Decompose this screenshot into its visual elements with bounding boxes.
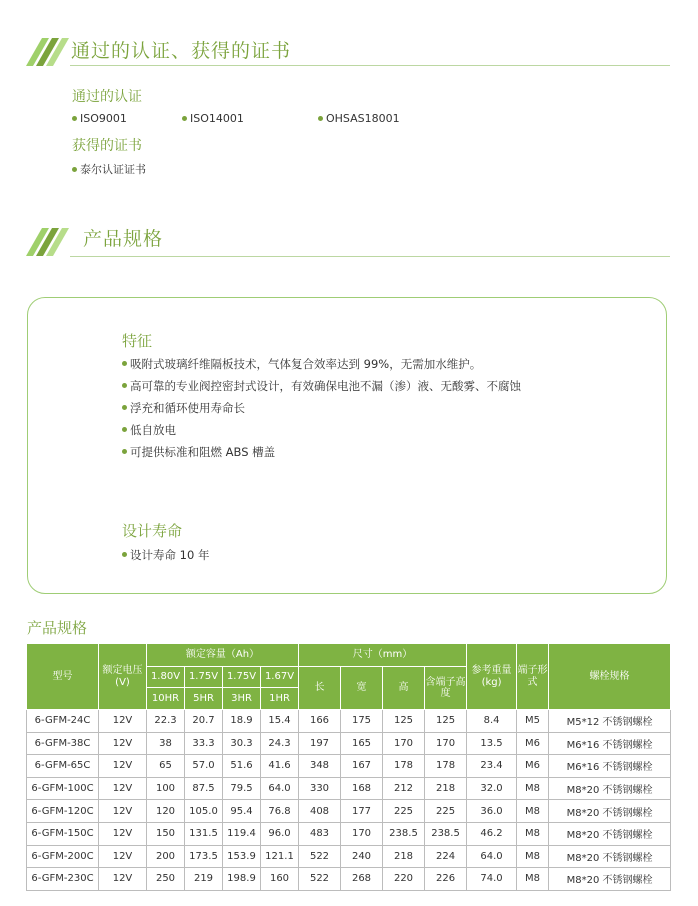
header-width: 宽 [341,667,383,710]
bullet-icon [122,361,127,366]
table-row [27,777,671,800]
header-cap-rate: 5HR [185,688,223,710]
table-cell: 13.5 [467,732,517,755]
table-cell: 240 [341,845,383,868]
table-cell: 12V [99,732,147,755]
table-cell: 160 [261,868,299,891]
table-cell: 74.0 [467,868,517,891]
table-cell: M8*20 不锈钢螺栓 [549,800,671,823]
awards-subtitle: 获得的证书 [72,138,142,154]
table-cell: 225 [425,800,467,823]
cert-item: ISO14001 [182,112,244,125]
feature-item: 高可靠的专业阀控密封式设计，有效确保电池不漏（渗）液、无酸雾、不腐蚀 [122,378,521,394]
table-row [27,732,671,755]
table-cell: 166 [299,710,341,733]
table-cell: 250 [147,868,185,891]
table-cell: 348 [299,755,341,778]
table-cell: 76.8 [261,800,299,823]
feature-item: 可提供标准和阻燃 ABS 槽盖 [122,444,275,460]
table-cell: 120 [147,800,185,823]
award-item: 泰尔认证证书 [72,161,146,177]
table-cell: M8 [517,800,549,823]
table-cell: 125 [383,710,425,733]
table-cell: 20.7 [185,710,223,733]
table-cell: 408 [299,800,341,823]
table-cell: 522 [299,868,341,891]
bullet-icon [122,405,127,410]
header-bolt: 螺栓规格 [549,644,671,710]
header-height: 高 [383,667,425,710]
table-cell: 12V [99,777,147,800]
feature-item: 浮充和循环使用寿命长 [122,400,245,416]
table-cell: 105.0 [185,800,223,823]
table-cell: M6*16 不锈钢螺栓 [549,755,671,778]
table-row [27,868,671,891]
table-cell: 87.5 [185,777,223,800]
table-cell: 178 [425,755,467,778]
table-cell: M5*12 不锈钢螺栓 [549,710,671,733]
table-cell: 177 [341,800,383,823]
table-cell: 23.4 [467,755,517,778]
table-cell: 64.0 [261,777,299,800]
table-cell: 483 [299,822,341,845]
table-cell: M6*16 不锈钢螺栓 [549,732,671,755]
table-cell: 170 [341,822,383,845]
header-cap-rate: 3HR [223,688,261,710]
green-stripes-icon [26,220,74,256]
design-life-item: 设计寿命 10 年 [122,547,209,563]
table-cell: 197 [299,732,341,755]
table-cell: M8 [517,868,549,891]
table-cell: 96.0 [261,822,299,845]
table-cell: 170 [383,732,425,755]
table-cell: M8*20 不锈钢螺栓 [549,822,671,845]
table-cell: 6-GFM-120C [27,800,99,823]
header-cap-rate: 1HR [261,688,299,710]
table-cell: 238.5 [425,822,467,845]
header-cap-rate: 10HR [147,688,185,710]
table-cell: 6-GFM-65C [27,755,99,778]
table-cell: 219 [185,868,223,891]
table-cell: 6-GFM-200C [27,845,99,868]
header-capacity: 额定容量（Ah） [147,644,299,667]
header-weight: 参考重量(kg) [467,644,517,710]
table-cell: 6-GFM-150C [27,822,99,845]
header-cap-volt: 1.75V [185,667,223,688]
table-cell: 168 [341,777,383,800]
table-cell: M8 [517,777,549,800]
table-cell: 15.4 [261,710,299,733]
table-cell: 178 [383,755,425,778]
table-cell: 95.4 [223,800,261,823]
table-cell: 18.9 [223,710,261,733]
table-cell: 225 [383,800,425,823]
table-cell: 198.9 [223,868,261,891]
header-terminal: 端子形式 [517,644,549,710]
bullet-icon [122,427,127,432]
table-row [27,845,671,868]
table-cell: 12V [99,845,147,868]
features-panel [27,297,667,594]
table-cell: 238.5 [383,822,425,845]
table-cell: 153.9 [223,845,261,868]
table-cell: 6-GFM-230C [27,868,99,891]
cert-item: ISO9001 [72,112,127,125]
table-cell: 200 [147,845,185,868]
table-cell: 522 [299,845,341,868]
table-cell: 212 [383,777,425,800]
table-cell: M8*20 不锈钢螺栓 [549,868,671,891]
table-cell: 167 [341,755,383,778]
bullet-icon [72,167,77,172]
table-cell: 36.0 [467,800,517,823]
section-header-specs [26,220,670,260]
table-cell: 12V [99,800,147,823]
table-cell: 100 [147,777,185,800]
divider [70,256,670,257]
table-cell: 12V [99,822,147,845]
table-cell: M8*20 不锈钢螺栓 [549,845,671,868]
table-cell: 224 [425,845,467,868]
bullet-icon [182,116,187,121]
header-cap-volt: 1.67V [261,667,299,688]
table-cell: 51.6 [223,755,261,778]
table-cell: 170 [425,732,467,755]
table-row [27,710,671,733]
table-cell: 46.2 [467,822,517,845]
table-row [27,800,671,823]
table-cell: 150 [147,822,185,845]
table-cell: 8.4 [467,710,517,733]
table-cell: 165 [341,732,383,755]
features-title: 特征 [122,332,153,350]
spec-table [26,643,671,891]
table-cell: M8 [517,845,549,868]
table-cell: M8*20 不锈钢螺栓 [549,777,671,800]
table-cell: M6 [517,732,549,755]
certs-subtitle: 通过的认证 [72,89,142,105]
cert-item: OHSAS18001 [318,112,400,125]
header-cap-volt: 1.75V [223,667,261,688]
table-cell: 41.6 [261,755,299,778]
section-title-certifications: 通过的认证、获得的证书 [71,40,292,62]
table-cell: 38 [147,732,185,755]
table-cell: 32.0 [467,777,517,800]
header-model: 型号 [27,644,99,710]
bullet-icon [318,116,323,121]
table-cell: 12V [99,755,147,778]
table-cell: M8 [517,822,549,845]
table-cell: 6-GFM-24C [27,710,99,733]
table-cell: 57.0 [185,755,223,778]
table-cell: 268 [341,868,383,891]
table-cell: 121.1 [261,845,299,868]
table-cell: 65 [147,755,185,778]
bullet-icon [122,383,127,388]
table-cell: 218 [425,777,467,800]
section-title-specs: 产品规格 [83,228,164,250]
header-length: 长 [299,667,341,710]
table-cell: 175 [341,710,383,733]
table-cell: 226 [425,868,467,891]
table-body [27,710,671,891]
bullet-icon [72,116,77,121]
table-cell: 22.3 [147,710,185,733]
table-cell: 33.3 [185,732,223,755]
table-cell: 12V [99,868,147,891]
table-cell: 131.5 [185,822,223,845]
table-cell: 119.4 [223,822,261,845]
table-cell: 173.5 [185,845,223,868]
table-cell: 64.0 [467,845,517,868]
table-cell: 6-GFM-100C [27,777,99,800]
table-cell: M6 [517,755,549,778]
header-size: 尺寸（mm） [299,644,467,667]
section-header-certifications [26,30,670,70]
table-row [27,755,671,778]
bullet-icon [122,552,127,557]
table-cell: 6-GFM-38C [27,732,99,755]
header-cap-volt: 1.80V [147,667,185,688]
design-life-title: 设计寿命 [122,522,183,540]
table-cell: 79.5 [223,777,261,800]
table-cell: 220 [383,868,425,891]
table-title: 产品规格 [27,619,88,637]
table-cell: 125 [425,710,467,733]
feature-item: 吸附式玻璃纤维隔板技术，气体复合效率达到 99%，无需加水维护。 [122,356,481,372]
table-cell: 330 [299,777,341,800]
table-cell: 30.3 [223,732,261,755]
divider [70,65,670,66]
bullet-icon [122,449,127,454]
table-cell: 218 [383,845,425,868]
header-total-height: 含端子高度 [425,667,467,710]
table-row [27,822,671,845]
feature-item: 低自放电 [122,422,176,438]
table-cell: 24.3 [261,732,299,755]
green-stripes-icon [26,30,74,66]
header-voltage: 额定电压(V) [99,644,147,710]
table-cell: M5 [517,710,549,733]
table-cell: 12V [99,710,147,733]
